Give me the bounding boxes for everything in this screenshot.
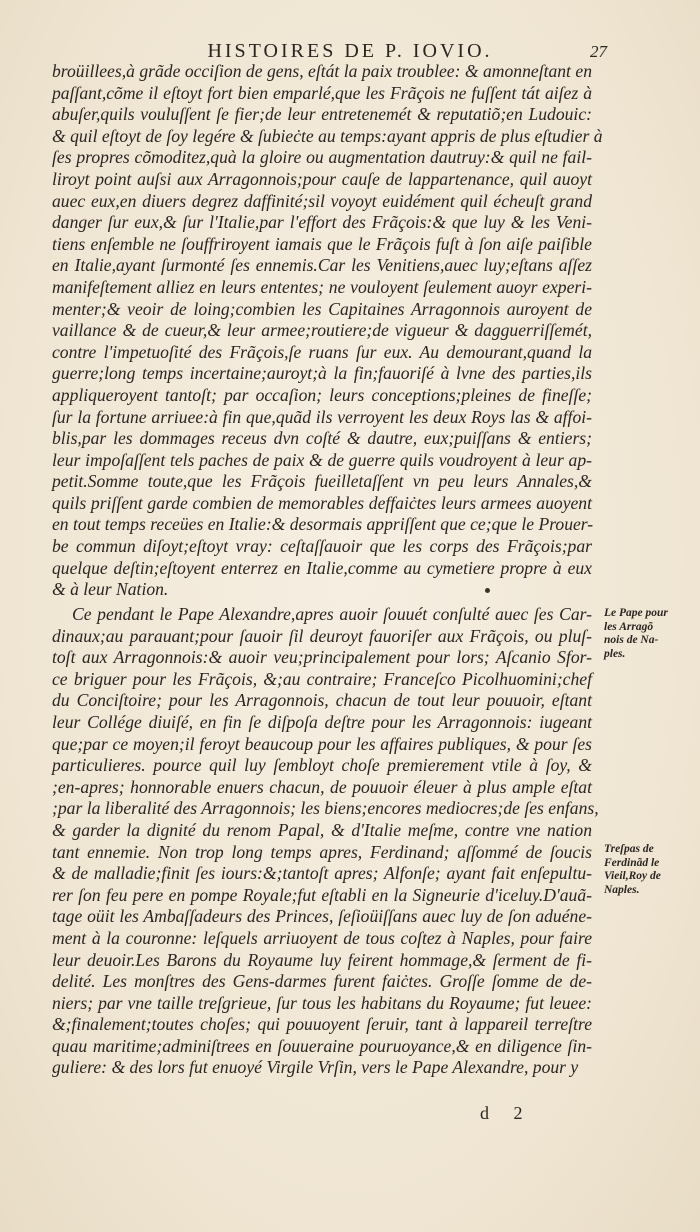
margin-note-line: Le Pape pour	[604, 607, 668, 619]
text-line: Ce pendant le Pape Alexandre,apres auoir ſouuét conſulté auec ſes Car-	[72, 604, 592, 624]
margin-note-line: Treſpas de	[604, 843, 654, 855]
text-line: manifeſtement alliez en leurs ententes; ne vouloyent ſeulement auoyr experi-	[52, 276, 592, 297]
text-line: quau maritime;adminiſtrees en ſouueraine pouruoyance,& en diligence ſin-	[52, 1035, 592, 1056]
text-line: leur impoſaſſent tels paches de paix & de guerre quils voudroyent à leur ap-	[52, 449, 592, 470]
text-line: tage oüit les Ambaſſadeurs des Princes, ſeſioüiſſans auec luy de ſon aduéne-	[52, 906, 592, 927]
text-line: danger ſur eux,& ſur l'Italie,par l'effort des Frãçois:& que luy & les Veni-	[52, 212, 592, 233]
text-line: & à leur Nation.	[52, 579, 169, 600]
text-line: niers; par vne taille treſgrieue, ſur tous les habitans du Royaume; fut leuee:	[52, 992, 592, 1013]
margin-note-line: Vieil,Roy de	[604, 870, 661, 882]
text-line: du Conciſtoire; pour les Arragonnois, chacun de tout leur pouuoir, eſtant	[52, 690, 592, 711]
page-number: 27	[590, 42, 607, 61]
text-line: auec eux,en diuers degrez daffinité;sil voyoyt euidément quil écheuſt grand	[52, 190, 592, 211]
text-line: menter;& veoir de loing;combien les Capitaines Arragonnois auroyent de	[52, 298, 592, 319]
text-line: leur Collége diuiſé, en fin ſe diſpoſa deſtre pour les Arragonnois: iugeant	[52, 711, 592, 732]
paragraph-2	[52, 604, 599, 1079]
text-line: ce briguer pour les Frãçois, &;au contraire; Franceſco Picolhuomini;chef	[52, 668, 592, 689]
text-line: appliqueroyent tantoſt; par occaſion; leurs conceptions;pleines de fineſſe;	[52, 384, 592, 405]
margin-note-pope	[604, 607, 692, 661]
text-line: ;en-apres; honnorable enuers chacun, de pouuoir éleuer à plus ample eſtat	[52, 776, 592, 797]
margin-note-ferdinand	[604, 843, 692, 897]
text-line: paſſant,cõme il eſtoyt fort bien emparlé,que les Frãçois ne fuſſent tát aiſez à	[52, 82, 592, 103]
text-line: abuſer,quils vouluſſent ſe fier;de leur entretenemét & reputatiõ;en Ludouic:	[52, 104, 592, 125]
ink-dot	[485, 588, 490, 593]
margin-note-line: Naples.	[604, 883, 640, 896]
text-line: ment à la couronne: leſquels arriuoyent de tous coſtez à Naples, pour faire	[52, 927, 592, 948]
margin-note-line: les Arragõ	[604, 620, 654, 633]
text-line: guliere: & des lors fut enuoyé Virgile Vrſin, vers le Pape Alexandre, pour y	[52, 1057, 579, 1078]
text-line: dinaux;au parauant;pour ſauoir ſil deuroyt fauoriſer aux Frãçois, ou pluſ-	[52, 625, 592, 646]
text-line: particulieres. pource quil luy ſembloyt choſe premierement vtile à ſoy, &	[52, 755, 592, 776]
text-line: ;par la liberalité des Arragonnois; les biens;encores mediocres;de ſes enfans,	[52, 798, 599, 819]
margin-note-line: nois de Na-	[604, 634, 659, 646]
text-line: que;par ce moyen;il feroyt beaucoup pour les affaires publiques, & pour ſes	[52, 733, 592, 754]
text-line: &;finalement;toutes choſes; qui pouuoyent ſeruir, tant à lappareil terreſtre	[52, 1014, 592, 1035]
text-line: tiens enſemble ne ſouffriroyent iamais que le Frãçois fuſt à ſon aiſe paiſible	[52, 233, 592, 254]
text-line: guerre;long temps incertaine;auroyt;à la fin;fauoriſé à lvne des parties,ils	[52, 363, 592, 384]
text-line: rer ſon feu pere en pompe Royale;fut eſtabli en la Signeurie d'iceluy.D'auã-	[52, 884, 592, 905]
text-line: ſur la fortune arriuee:à fin que,quãd ils verroyent les deux Roys las & affoi-	[52, 406, 592, 427]
text-line: ſes propres cõmoditez,quà la gloire ou augmentation dautruy:& quil ne fail-	[52, 147, 592, 168]
text-line: en tout temps receües en Italie:& desormais appriſſent que ce;que le Prouer-	[52, 514, 594, 535]
text-line: quils priſſent garde combien de memorables deffaiċtes leurs armees auoyent	[52, 492, 592, 513]
text-line: leur deuoir.Les Barons du Royaume luy feirent hommage,& ſerment de fi-	[52, 949, 592, 970]
signature-mark: d 2	[480, 1103, 533, 1123]
text-line: en Italie,ayant ſurmonté ſes ennemis.Car les Venitiens,auec luy;eſtans aſſez	[52, 255, 592, 276]
text-line: toſt aux Arragonnois:& auoir veu;principalement pour lors; Aſcanio Sfor-	[52, 647, 592, 668]
paragraph-1	[52, 61, 603, 601]
text-line: delité. Les monſtres des Gens-darmes furent faiċtes. Groſſe ſomme de de-	[52, 971, 592, 992]
text-line: liroyt point auſsi aux Arragonnois;pour cauſe de lappartenance, quil auoyt	[52, 168, 592, 189]
margin-note-line: Ferdinãd le	[604, 856, 660, 869]
text-line: blis,par les dommages receus dvn coſté & dautre, eux;puiſſans & entiers;	[52, 428, 592, 449]
running-title: HISTOIRES DE P. IOVIO.	[207, 40, 493, 62]
text-line: & de malladie;finit ſes iours:&;tantoſt apres; Alfonſe; ayant fait enſepultu-	[52, 863, 592, 884]
text-line: quelque deſtin;eſtoyent enterrez en Italie,comme au cymetiere propre à eux	[52, 557, 592, 578]
text-line: vaillance & de cueur,& leur armee;routiere;de vigueur & dagguerriſſemét,	[52, 320, 592, 341]
text-line: broüillees,à grãde occiſion de gens, eſtát la paix troublee: & amonneſtant en	[52, 61, 592, 81]
text-line: & quil eſtoyt de ſoy legére & ſubieċte au temps:ayant appris de plus eſtudier à	[52, 125, 603, 146]
text-line: be commun diſoyt;eſtoyt vray: ceſtaſſauoir que les corps des Frãçois;par	[52, 536, 592, 557]
text-line: contre l'impetuoſité des Frãçois,ſe ruans ſur eux. Au demourant,quand la	[52, 341, 592, 362]
text-line: & garder la dignité du renom Papal, & d'Italie meſme, contre vne nation	[52, 819, 592, 840]
text-line: tant ennemie. Non trop long temps apres, Ferdinand; aſſommé de ſoucis	[52, 841, 592, 862]
margin-note-line: ples.	[604, 647, 626, 660]
text-line: petit.Somme toute,que les Frãçois fueilletaſſent vn peu leurs Annales,&	[52, 471, 592, 492]
